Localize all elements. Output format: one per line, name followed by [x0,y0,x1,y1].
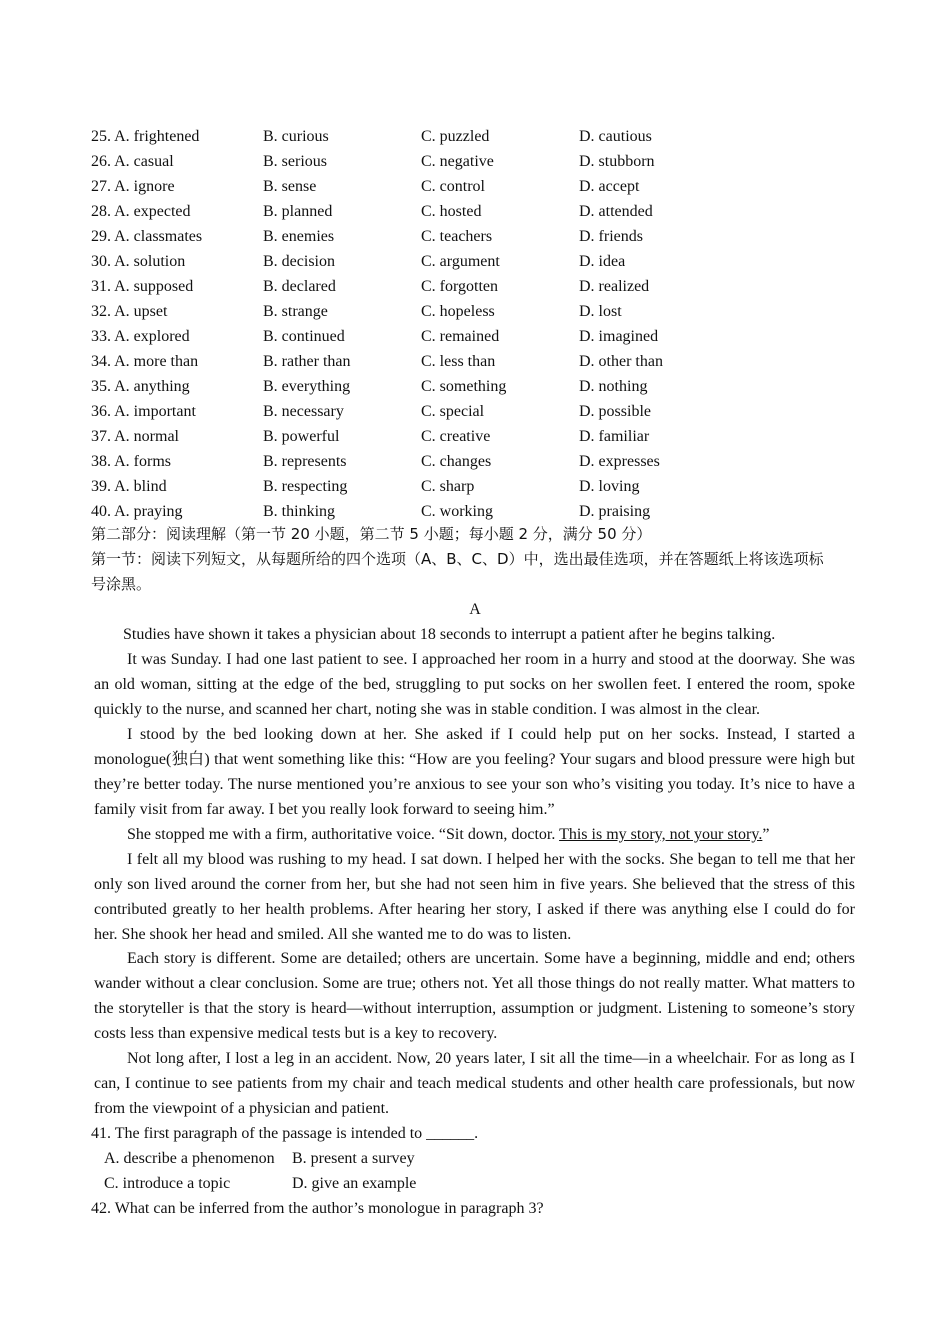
paragraph-2: It was Sunday. I had one last patient to see. I approached her room in a hurry and stood at the doorway. She was an old woman, sitting at the edge of the bed, struggling to put socks on her swollen feet. I entered the room, spoke quickly to the nurse, and scanned her chart, noting she was in stable condition. I was almost in the clear. [94,651,855,718]
option-b: B. planned [263,203,333,220]
option-b: B. sense [263,178,317,195]
option-c: C. teachers [421,228,493,245]
question-41-option-b: B. present a survey [292,1150,415,1167]
option-c: C. puzzled [421,128,490,145]
passage-title: A [469,601,481,618]
option-c: C. negative [421,153,494,170]
option-a: 25. A. frightened [91,128,200,145]
option-a: 40. A. praying [91,503,183,520]
option-d: D. realized [579,278,650,295]
option-b: B. rather than [263,353,351,370]
question-41: 41. The first paragraph of the passage is intended to ______. [91,1125,479,1142]
option-c: C. argument [421,253,500,270]
option-a: 39. A. blind [91,478,167,495]
option-d: D. nothing [579,378,648,395]
option-b: B. thinking [263,503,336,520]
option-d: D. stubborn [579,153,655,170]
option-c: C. hopeless [421,303,495,320]
section-heading: 第二部分：阅读理解（第一节 20 小题，第二节 5 小题；每小题 2 分，满分 50 分） [91,525,652,543]
option-d: D. idea [579,253,626,270]
option-b: B. necessary [263,403,344,420]
option-b: B. respecting [263,478,348,495]
option-b: B. serious [263,153,327,170]
option-c: C. creative [421,428,491,445]
option-d: D. friends [579,228,643,245]
option-a: 30. A. solution [91,253,186,270]
option-c: C. hosted [421,203,482,220]
option-d: D. lost [579,303,622,320]
underlined-sentence: This is my story, not your story. [559,826,763,843]
paragraph-7: Not long after, I lost a leg in an accident. Now, 20 years later, I sit all the time—in a wheelchair. For as long as I can, I continue to see patients from my chair and teach medical students and other health care professionals, but now from the viewpoint of a physician and patient. [94,1050,855,1117]
option-c: C. something [421,378,507,395]
option-a: 27. A. ignore [91,178,175,195]
option-c: C. remained [421,328,500,345]
option-a: 35. A. anything [91,378,190,395]
option-c: C. sharp [421,478,475,495]
option-a: 38. A. forms [91,453,171,470]
option-a: 34. A. more than [91,353,199,370]
question-41-option-a: A. describe a phenomenon [104,1150,275,1167]
paragraph-6: Each story is different. Some are detailed; others are uncertain. Some have a beginning, middle and end; others wander without a clear conclusion. Some are true; others not. Yet all those things do not really matter. What matters to the storyteller is that the story is heard—without interruption, assumption or judgment. Listening to someone’s story costs less than expensive medical tests but is a key to recovery. [94,950,855,1042]
option-b: B. represents [263,453,347,470]
option-d: D. cautious [579,128,652,145]
option-c: C. working [421,503,493,520]
paragraph-4-text: She stopped me with a firm, authoritative voice. “Sit down, doctor. [127,826,560,843]
option-a: 37. A. normal [91,428,179,445]
option-a: 26. A. casual [91,153,174,170]
option-c: C. special [421,403,485,420]
option-c: C. forgotten [421,278,499,295]
option-a: 29. A. classmates [91,228,203,245]
question-41-option-d: D. give an example [292,1175,417,1192]
option-d: D. attended [579,203,653,220]
option-d: D. accept [579,178,640,195]
instruction-line-2: 号涂黑。 [91,575,152,593]
option-b: B. curious [263,128,329,145]
option-a: 31. A. supposed [91,278,194,295]
option-d: D. praising [579,503,651,520]
paragraph-5: I felt all my blood was rushing to my head. I sat down. I helped her with the socks. She began to tell me that her only son lived around the corner from her, but she had not seen him in five years. She believed that the stress of this contributed greatly to her health problems. After hearing her story, I asked if there was anything else I could do for her. She shook her head and smiled. All she wanted me to do was to listen. [94,851,855,943]
option-d: D. possible [579,403,651,420]
option-b: B. continued [263,328,345,345]
option-d: D. imagined [579,328,659,345]
option-d: D. familiar [579,428,650,445]
option-b: B. declared [263,278,336,295]
option-b: B. everything [263,378,351,395]
option-a: 33. A. explored [91,328,190,345]
option-b: B. powerful [263,428,340,445]
option-c: C. less than [421,353,496,370]
option-b: B. decision [263,253,335,270]
question-42: 42. What can be inferred from the author’s monologue in paragraph 3? [91,1200,544,1217]
paragraph-1: Studies have shown it takes a physician about 18 seconds to interrupt a patient after he begins talking. [123,626,776,643]
paragraph-4 [94,822,855,847]
option-a: 36. A. important [91,403,196,420]
option-c: C. control [421,178,485,195]
paragraph-4-end: ” [762,826,770,843]
option-d: D. loving [579,478,640,495]
option-a: 28. A. expected [91,203,191,220]
option-b: B. enemies [263,228,335,245]
option-d: D. other than [579,353,663,370]
option-d: D. expresses [579,453,660,470]
paragraph-3: I stood by the bed looking down at her. She asked if I could help put on her socks. Instead, I started a monologue(独白) that went something like this: “How are you feeling? Your sugars and blood pressure were high but they’re better today. The nurse mentioned you’re anxious to see your son who’s visiting you today. It’s nice to have a family visit from far away. I bet you really look forward to seeing him.” [94,726,855,818]
instruction-line-1: 第一节：阅读下列短文，从每题所给的四个选项（A、B、C、D）中，选出最佳选项，并在答题纸上将该选项标 [91,550,824,568]
option-a: 32. A. upset [91,303,168,320]
question-41-option-c: C. introduce a topic [104,1175,231,1192]
option-b: B. strange [263,303,328,320]
option-c: C. changes [421,453,492,470]
